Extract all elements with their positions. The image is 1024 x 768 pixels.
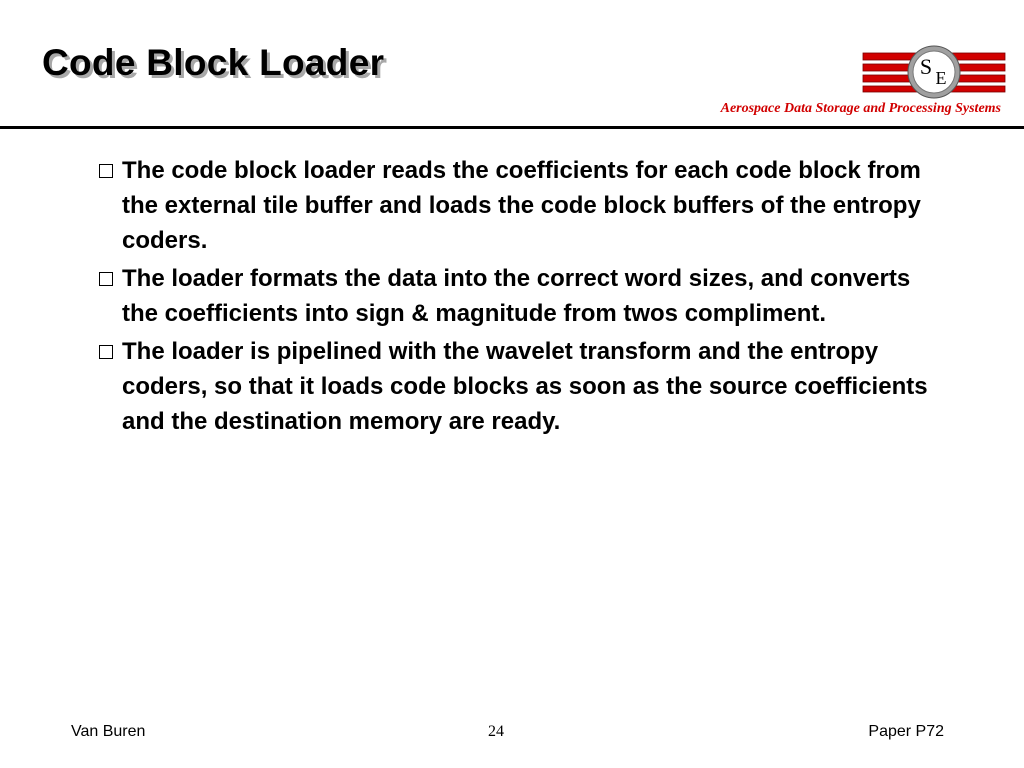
slide-title: Code Block Loader [42, 42, 385, 83]
bullet-item [98, 261, 948, 331]
bullet-text: The code block loader reads the coefficients for each code block from the external tile buffer and loads the code block buffers of the entropy coders. [122, 157, 921, 254]
header-divider [0, 126, 1024, 129]
footer-author: Van Buren [71, 723, 146, 740]
square-bullet-icon [99, 164, 113, 178]
footer-paper-id: Paper P72 [868, 723, 944, 740]
square-bullet-icon [99, 272, 113, 286]
bullet-item [98, 334, 948, 439]
bullet-text: The loader formats the data into the correct word sizes, and converts the coefficients into sign & magnitude from twos compliment. [122, 265, 911, 327]
logo-letter-s: S [919, 54, 933, 79]
square-bullet-icon [99, 345, 113, 359]
company-logo [862, 44, 1006, 100]
logo-letter-e: E [935, 68, 947, 88]
bullet-text: The loader is pipelined with the wavelet transform and the entropy coders, so that it loads code blocks as soon as the source coefficients and the destination memory are ready. [122, 338, 928, 435]
bullet-list [98, 153, 948, 442]
footer-page-number: 24 [488, 723, 504, 740]
bullet-item [98, 153, 948, 258]
company-tagline: Aerospace Data Storage and Processing Systems [720, 101, 1001, 116]
